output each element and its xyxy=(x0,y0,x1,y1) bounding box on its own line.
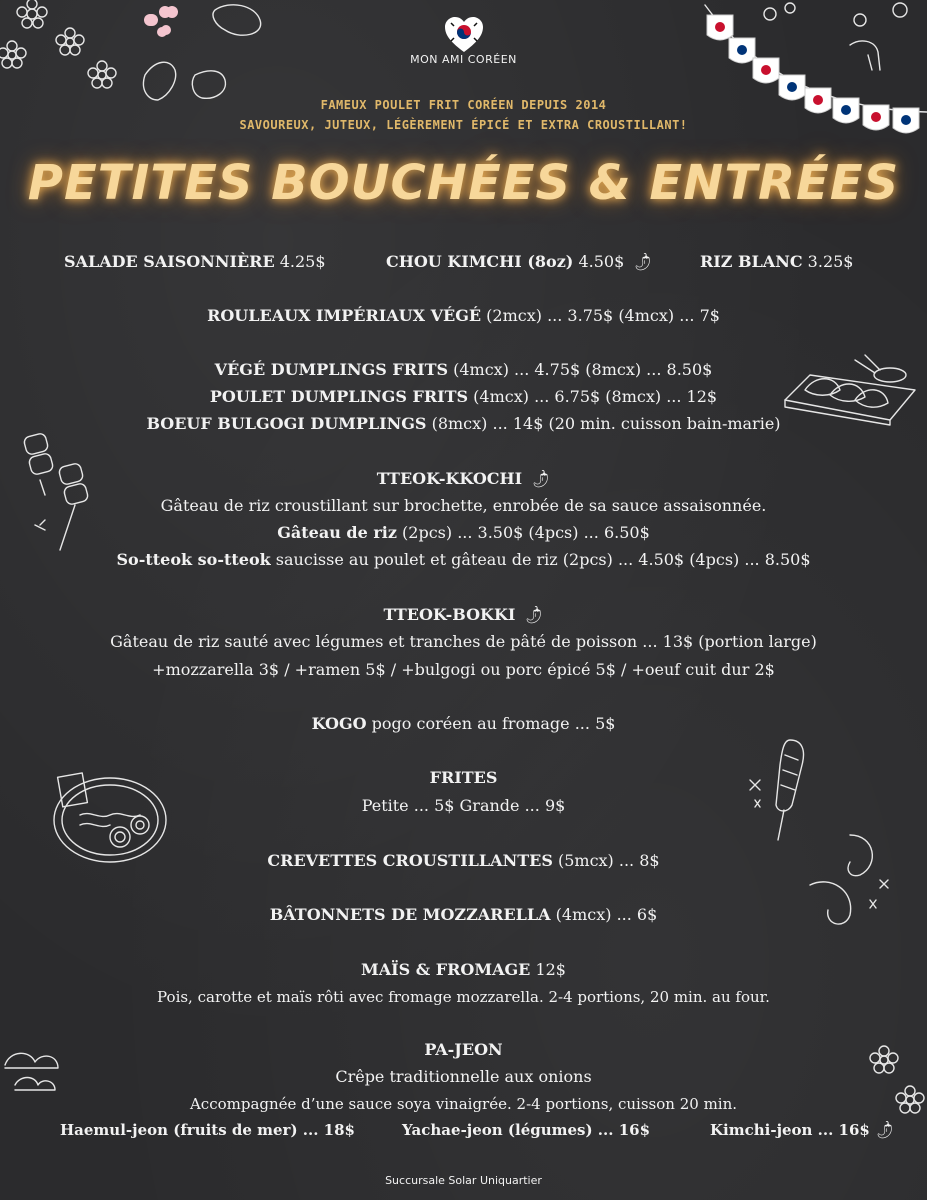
bunting-flag xyxy=(863,105,889,130)
item-kimchi-price: 4.50$ xyxy=(578,252,625,271)
item-tteok-bokki-name: TTEOK-BOKKI xyxy=(383,605,516,624)
item-mais-name: MAÏS & FROMAGE xyxy=(361,960,531,979)
item-boeuf-dumplings-detail: (8mcx) ... 14$ (20 min. cuisson bain-marie) xyxy=(431,414,781,433)
item-tteok-bokki-extras: +mozzarella 3$ / +ramen 5$ / +bulgogi ou porc épicé 5$ / +oeuf cuit dur 2$ xyxy=(152,660,775,679)
bunting-flag xyxy=(729,38,755,63)
item-frites-name: FRITES xyxy=(429,768,498,787)
bunting-flag xyxy=(779,75,805,100)
item-salade xyxy=(64,252,326,271)
item-frites-detail: Petite ... 5$ Grande ... 9$ xyxy=(361,796,566,815)
item-tteok-kkochi-opt2-name: So-tteok so-tteok xyxy=(116,550,271,569)
footer-location: Succursale Solar Uniquartier xyxy=(385,1174,542,1187)
item-tteok-kkochi xyxy=(0,467,927,491)
item-poulet-dumplings-name: POULET DUMPLINGS FRITS xyxy=(209,387,469,406)
item-tteok-bokki-desc: Gâteau de riz sauté avec légumes et tranches de pâté de poisson ... 13$ (portion large) xyxy=(110,632,817,651)
item-tteok-kkochi-opt1 xyxy=(0,523,927,542)
korean-flag-heart-icon xyxy=(442,14,486,54)
bunting-flag xyxy=(893,108,919,133)
item-riz xyxy=(700,252,853,271)
item-boeuf-dumplings-name: BOEUF BULGOGI DUMPLINGS xyxy=(146,414,427,433)
item-pajeon-opt3-label: Kimchi-jeon ... 16$ xyxy=(710,1121,870,1139)
bunting-flag xyxy=(833,98,859,123)
flag-bunting-icon xyxy=(700,0,927,135)
flag-bunting-flags xyxy=(707,15,919,133)
item-poulet-dumplings-detail: (4mcx) ... 6.75$ (8mcx) ... 12$ xyxy=(473,387,718,406)
item-tteok-kkochi-opt2 xyxy=(0,550,927,569)
chicken-wing-icon xyxy=(140,0,280,120)
item-mozzarella-detail: (4mcx) ... 6$ xyxy=(555,905,658,924)
spicy-pepper-icon: 🌶 xyxy=(872,1118,897,1142)
item-mozzarella-name: BÂTONNETS DE MOZZARELLA xyxy=(269,905,551,924)
spicy-pepper-icon: 🌶 xyxy=(528,467,553,491)
item-pajeon-name: PA-JEON xyxy=(424,1040,503,1059)
flower-doodles-icon xyxy=(0,0,140,90)
item-salade-price: 4.25$ xyxy=(279,252,326,271)
spicy-pepper-icon: 🌶 xyxy=(630,250,655,274)
item-kimchi-name: CHOU KIMCHI (8oz) xyxy=(386,252,574,271)
item-rouleaux-detail: (2mcx) ... 3.75$ (4mcx) ... 7$ xyxy=(486,306,720,325)
bunting-flag xyxy=(753,58,779,83)
item-riz-name: RIZ BLANC xyxy=(700,252,803,271)
page-title: PETITES BOUCHÉES & ENTRÉES xyxy=(27,155,900,211)
item-mozzarella xyxy=(0,905,927,924)
item-boeuf-dumplings xyxy=(0,414,927,433)
item-rouleaux xyxy=(0,306,927,325)
bunting-flag xyxy=(805,88,831,113)
item-crevettes xyxy=(0,851,927,870)
item-poulet-dumplings xyxy=(0,387,927,406)
item-mais xyxy=(0,960,927,979)
tagline-2: SAVOUREUX, JUTEUX, LÉGÈREMENT ÉPICÉ ET EXTRA CROUSTILLANT! xyxy=(239,118,688,132)
bunting-flag xyxy=(707,15,733,40)
tagline-1: FAMEUX POULET FRIT CORÉEN DEPUIS 2014 xyxy=(320,98,607,112)
item-riz-price: 3.25$ xyxy=(807,252,854,271)
item-tteok-kkochi-opt1-name: Gâteau de riz xyxy=(277,523,397,542)
item-tteok-kkochi-opt1-detail: (2pcs) ... 3.50$ (4pcs) ... 6.50$ xyxy=(402,523,650,542)
item-kogo-detail: pogo coréen au fromage ... 5$ xyxy=(371,714,616,733)
item-tteok-kkochi-desc: Gâteau de riz croustillant sur brochette, enrobée de sa sauce assaisonnée. xyxy=(160,496,767,515)
item-pajeon-desc1: Crêpe traditionnelle aux onions xyxy=(335,1067,592,1086)
item-pajeon-opt3 xyxy=(710,1118,897,1142)
spicy-pepper-icon: 🌶 xyxy=(521,603,546,627)
item-mais-price: 12$ xyxy=(535,960,566,979)
dumpling-plate-icon xyxy=(780,345,920,425)
item-vege-dumplings-detail: (4mcx) ... 4.75$ (8mcx) ... 8.50$ xyxy=(453,360,713,379)
item-salade-name: SALADE SAISONNIÈRE xyxy=(64,252,275,271)
item-mais-desc: Pois, carotte et maïs rôti avec fromage mozzarella. 2-4 portions, 20 min. au four. xyxy=(157,988,770,1006)
item-tteok-kkochi-name: TTEOK-KKOCHI xyxy=(376,469,523,488)
item-pajeon-opt2: Yachae-jeon (légumes) ... 16$ xyxy=(402,1121,651,1139)
item-kogo-name: KOGO xyxy=(311,714,367,733)
item-vege-dumplings xyxy=(0,360,927,379)
item-kimchi xyxy=(386,250,655,274)
brand-name: MON AMI CORÉEN xyxy=(410,53,517,66)
item-pajeon-opt1: Haemul-jeon (fruits de mer) ... 18$ xyxy=(60,1121,355,1139)
item-crevettes-detail: (5mcx) ... 8$ xyxy=(557,851,660,870)
item-rouleaux-name: ROULEAUX IMPÉRIAUX VÉGÉ xyxy=(207,306,482,325)
item-tteok-kkochi-opt2-detail: saucisse au poulet et gâteau de riz (2pcs) ... 4.50$ (4pcs) ... 8.50$ xyxy=(275,550,811,569)
corn-dog-icon xyxy=(740,735,820,845)
item-vege-dumplings-name: VÉGÉ DUMPLINGS FRITS xyxy=(214,360,449,379)
item-tteok-bokki xyxy=(0,603,927,627)
item-kogo xyxy=(0,714,927,733)
item-pajeon-desc2: Accompagnée d’une sauce soya vinaigrée. 2-4 portions, cuisson 20 min. xyxy=(189,1095,738,1113)
item-crevettes-name: CREVETTES CROUSTILLANTES xyxy=(267,851,553,870)
